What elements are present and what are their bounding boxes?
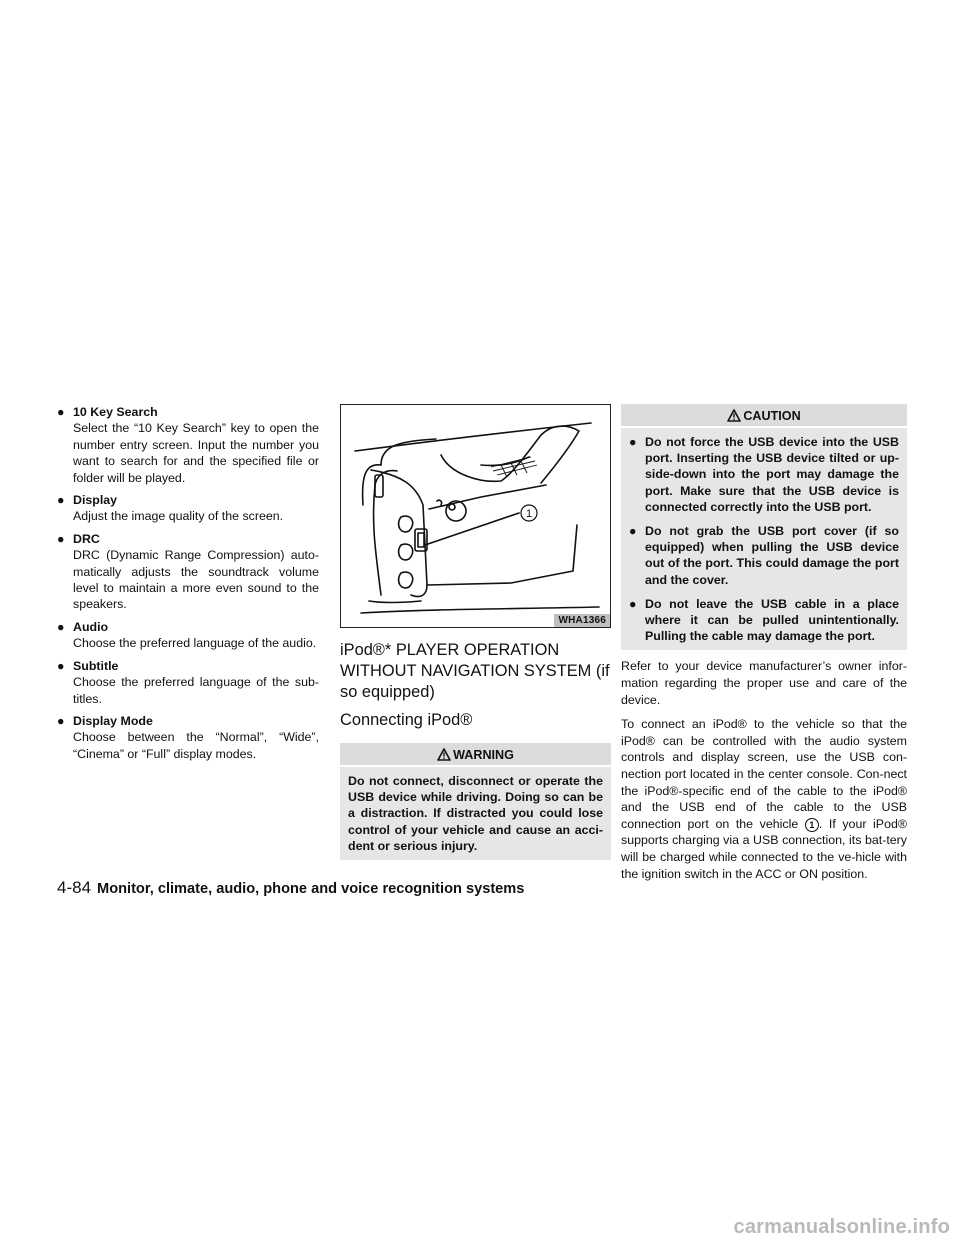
watermark: carmanualsonline.info <box>733 1216 950 1238</box>
bullet: ● <box>57 405 65 419</box>
item-description: Choose between the “Normal”, “Wide”, “Cinema” or “Full” display modes. <box>73 730 319 761</box>
caution-triangle-icon <box>727 409 741 422</box>
warning-triangle-icon <box>437 748 451 761</box>
list-item <box>57 658 319 707</box>
list-item <box>57 531 319 613</box>
page-number: 4-84 <box>57 878 92 897</box>
subsection-title: Connecting iPod® <box>340 711 473 729</box>
paragraph-text-after: . If your iPod® supports charging via a USB connection, its bat-tery will be charged while connected to the ve-hicle with the ignition switch in the ACC or ON position. <box>621 816 907 881</box>
list-item <box>57 619 319 652</box>
paragraph-connect-ipod <box>621 716 907 882</box>
section-title: iPod®* PLAYER OPERATION WITHOUT NAVIGATION SYSTEM (if so equipped) <box>340 641 610 701</box>
callout-1-icon: 1 <box>805 818 819 832</box>
caution-heading <box>621 404 907 428</box>
warning-text: Do not connect, disconnect or operate the USB device while driving. Doing so can be a distraction. If distracted you could lose control of your vehicle and cause an acci-dent or serious injury. <box>348 774 603 853</box>
bullet: ● <box>57 619 65 634</box>
bullet: ● <box>57 658 65 673</box>
bullet: ● <box>57 531 65 546</box>
figure-id-label: WHA1366 <box>554 614 610 627</box>
item-description: Adjust the image quality of the screen. <box>73 509 284 524</box>
item-term: Display Mode <box>73 713 153 728</box>
center-console-drawing <box>341 405 610 627</box>
list-item <box>57 713 319 762</box>
caution-item-text: Do not grab the USB port cover (if so equipped) when pulling the USB device out of the port. This could damage the port and the cover. <box>645 524 899 587</box>
figure-callout-number: 1 <box>525 508 533 520</box>
right-column <box>621 404 907 882</box>
paragraph-text-before: To connect an iPod® to the vehicle so that the iPod® can be controlled with the audio system controls and display screen, use the USB con-nection port located in the center console. Con-nect the iPod®-specific end of the cable to the iPod® and the USB end of the cable to the USB connection port on the vehicle <box>621 717 907 831</box>
left-column <box>57 404 319 768</box>
page-footer <box>57 878 524 898</box>
warning-heading <box>340 743 611 767</box>
item-term: DRC <box>73 531 100 546</box>
warning-heading-text: WARNING <box>453 748 514 762</box>
bullet: ● <box>57 493 65 508</box>
caution-heading-text: CAUTION <box>743 409 801 423</box>
caution-item-text: Do not force the USB device into the USB port. Inserting the USB device tilted or up-side-down into the port may damage the port. Make sure that the USB device is connected correctly into the USB port. <box>645 435 899 514</box>
bullet: ● <box>57 713 65 728</box>
bullet: ● <box>629 524 637 539</box>
item-term: Subtitle <box>73 658 119 673</box>
middle-column <box>340 404 611 860</box>
caution-item-text: Do not leave the USB cable in a place where it can be pulled unintentionally. Pulling the cable may damage the port. <box>645 596 899 644</box>
item-description: Choose the preferred language of the sub-titles. <box>73 675 319 706</box>
item-term: Audio <box>73 619 109 634</box>
bullet: ● <box>629 596 637 611</box>
list-item <box>57 492 319 525</box>
item-description: Select the “10 Key Search” key to open the number entry screen. Input the number you want to search for and the specified file or folder will be played. <box>73 421 319 485</box>
usb-port-illustration <box>340 404 611 628</box>
caution-item <box>629 596 899 645</box>
item-term: Display <box>73 493 118 508</box>
caution-item <box>629 523 899 588</box>
paragraph-device-care: Refer to your device manufacturer’s owner infor-mation regarding the proper use and care of the device. <box>621 659 907 707</box>
item-term: 10 Key Search <box>73 405 158 419</box>
caution-box <box>621 404 907 650</box>
warning-box <box>340 743 611 860</box>
item-description: DRC (Dynamic Range Compression) auto-matically adjusts the soundtrack volume level to maintain a more even sound to the speakers. <box>73 548 319 612</box>
caution-item <box>629 434 899 515</box>
list-item <box>57 404 319 486</box>
footer-section-title: Monitor, climate, audio, phone and voice recognition systems <box>97 881 525 897</box>
bullet: ● <box>629 435 637 449</box>
item-description: Choose the preferred language of the audio. <box>73 636 317 651</box>
